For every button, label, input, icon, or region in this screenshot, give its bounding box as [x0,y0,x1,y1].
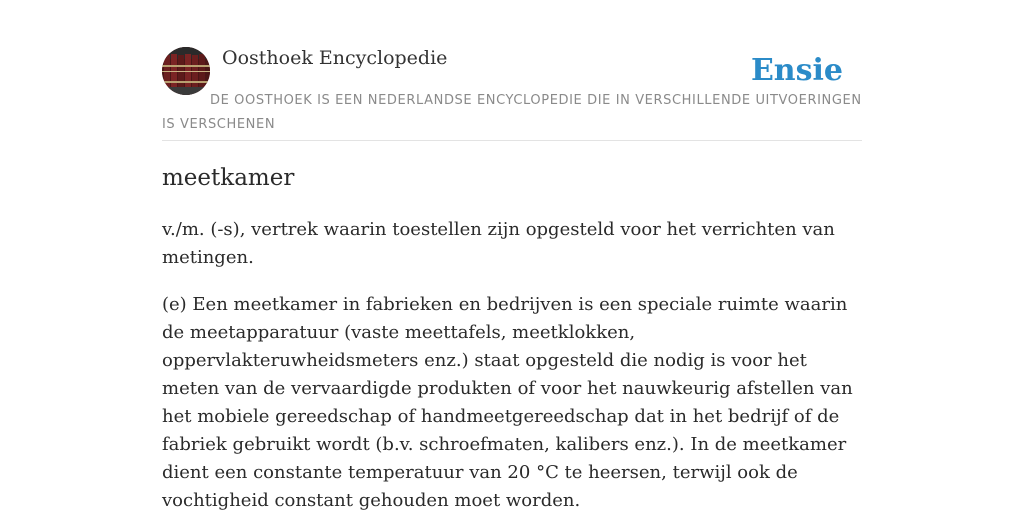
article-paragraph: v./m. (-s), vertrek waarin toestellen zijn opgesteld voor het verrichten van metingen. [162,219,835,268]
brand-logo[interactable]: Ensie [750,53,843,88]
source-description: DE OOSTHOEK IS EEN NEDERLANDSE ENCYCLOPEDIE DIE IN VERSCHILLENDE UITVOERINGEN IS VERSCHENEN [162,93,862,132]
article-title: meetkamer [162,165,295,191]
source-avatar[interactable] [162,47,210,95]
source-header [162,44,862,141]
source-title[interactable]: Oosthoek Encyclopedie [222,47,448,69]
encyclopedia-books-icon [162,47,210,95]
article-paragraph: (e) Een meetkamer in fabrieken en bedrijven is een speciale ruimte waarin de meetapparatuur (vaste meettafels, meetklokken, oppervlakteruwheidsmeters enz.) staat opgesteld die nodig is voor het meten van de vervaardigde produkten of voor het nauwkeurig afstellen van het mobiele gereedschap of handmeetgereedschap dat in het bedrijf of de fabriek gebruikt wordt (b.v. schroefmaten, kalibers enz.). In de meetkamer dient een constante temperatuur van 20 °C te heersen, terwijl ook de vochtigheid constant gehouden moet worden. [162,294,853,511]
